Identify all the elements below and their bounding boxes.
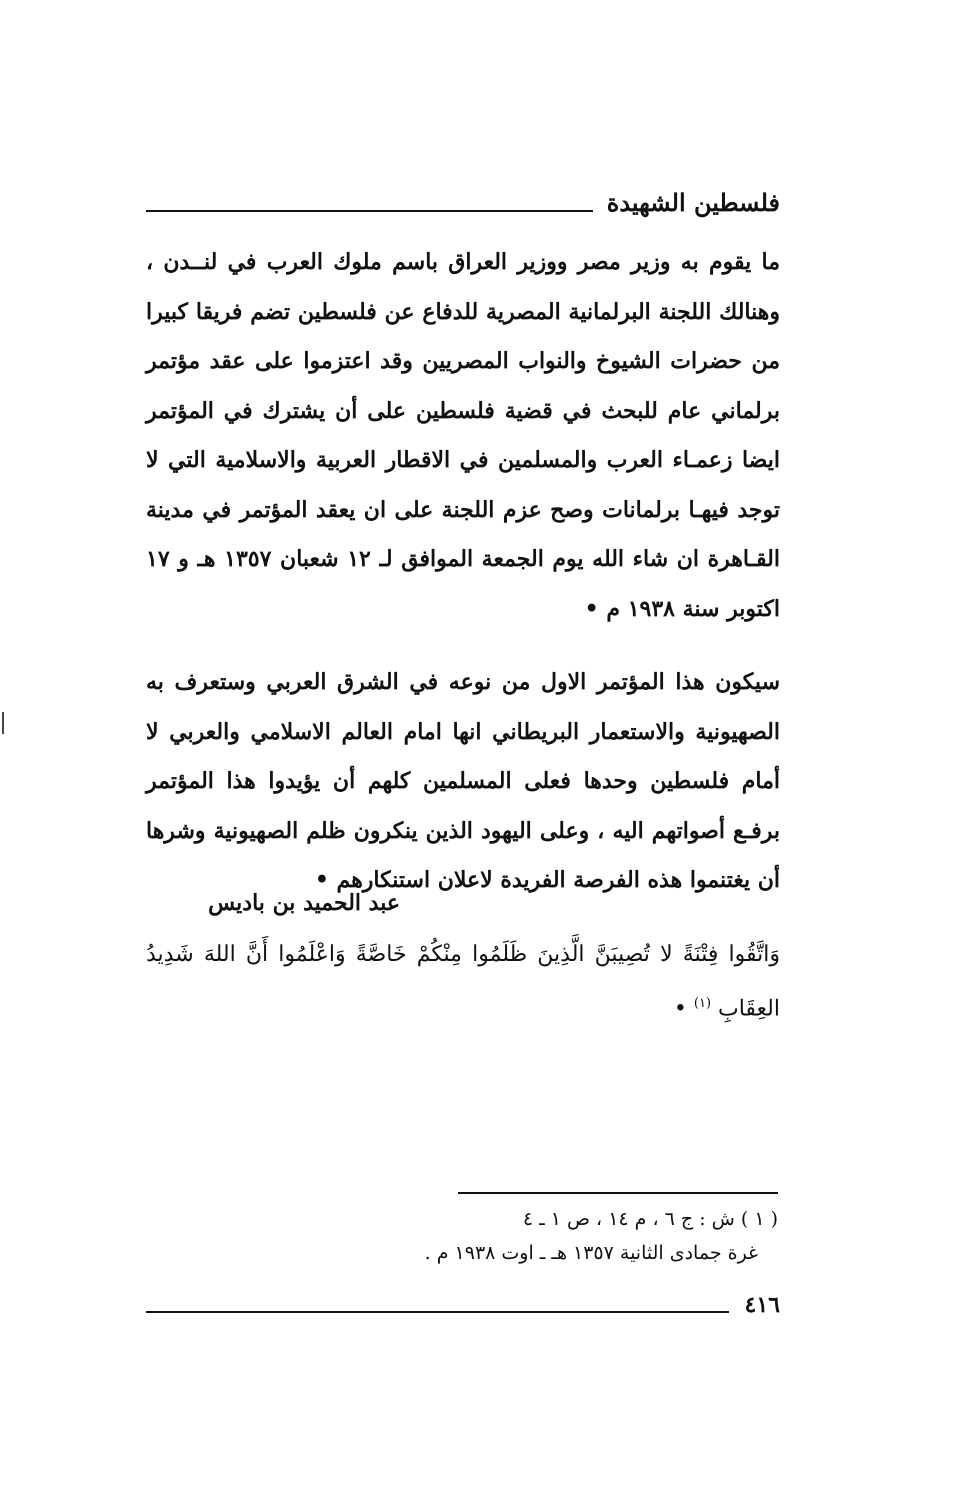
footnote-ref: (١)	[693, 996, 712, 1011]
footnote-date: غرة جمادى الثانية ١٣٥٧ هـ ـ اوت ١٩٣٨ م .	[424, 1242, 758, 1264]
page-number: ٤١٦	[744, 1292, 780, 1318]
author-signature: عبد الحميد بن باديس	[208, 890, 400, 916]
paragraph-2: سيكون هذا المؤتمر الاول من نوعه في الشرق العربي وستعرف به الصهيونية والاستعمار البريطاني انها امام العالم الاسلامي والعربي لا أمام فلسطين وحدها فعلى المسلمين كلهم أن يؤيدوا هذا المؤتمر برفـع أصواتهم اليه ، وعلى اليهود الذين ينكرون ظلم الصهيونية وشرها أن يغتنموا هذه الفرصة الفريدة لاعلان استنكارهم •	[146, 669, 780, 893]
quran-verse	[146, 930, 780, 1034]
scan-edge-mark	[2, 712, 4, 734]
footer-rule	[146, 1311, 729, 1313]
page-footer	[146, 1290, 780, 1320]
running-header	[146, 184, 780, 220]
footnote-rule	[458, 1192, 778, 1194]
verse-text: وَاتَّقُوا فِتْنَةً لا تُصِيبَنَّ الَّذِينَ ظَلَمُوا مِنْكُمْ خَاصَّةً وَاعْلَمُوا أَنَّ اللهَ شَدِيدُ العِقَابِ	[146, 941, 780, 1022]
paragraph-1: ما يقوم به وزير مصر ووزير العراق باسم ملوك العرب في لنــدن ، وهنالك اللجنة البرلمانية المصرية للدفاع عن فلسطين تضم فريقا كبيرا من حضرات الشيوخ والنواب المصريين وقد اعتزموا على عقد مؤتمر برلماني عام للبحث في قضية فلسطين على أن يشترك في المؤتمر ايضا زعمـاء العرب والمسلمين في الاقطار العربية والاسلامية التي لا توجد فيهـا برلمانات وصح عزم اللجنة على ان يعقد المؤتمر في مدينة القـاهرة ان شاء الله يوم الجمعة الموافق لـ ١٢ شعبان ١٣٥٧ هـ و ١٧ اكتوبر سنة ١٩٣٨ م •	[146, 249, 780, 622]
footnotes	[240, 1202, 778, 1270]
running-title: فلسطين الشهيدة	[606, 187, 780, 217]
footnote-source: ( ١ ) ش : ج ٦ ، م ١٤ ، ص ١ ـ ٤	[522, 1208, 778, 1230]
verse-end-mark: •	[673, 996, 694, 1022]
header-rule	[146, 210, 593, 212]
